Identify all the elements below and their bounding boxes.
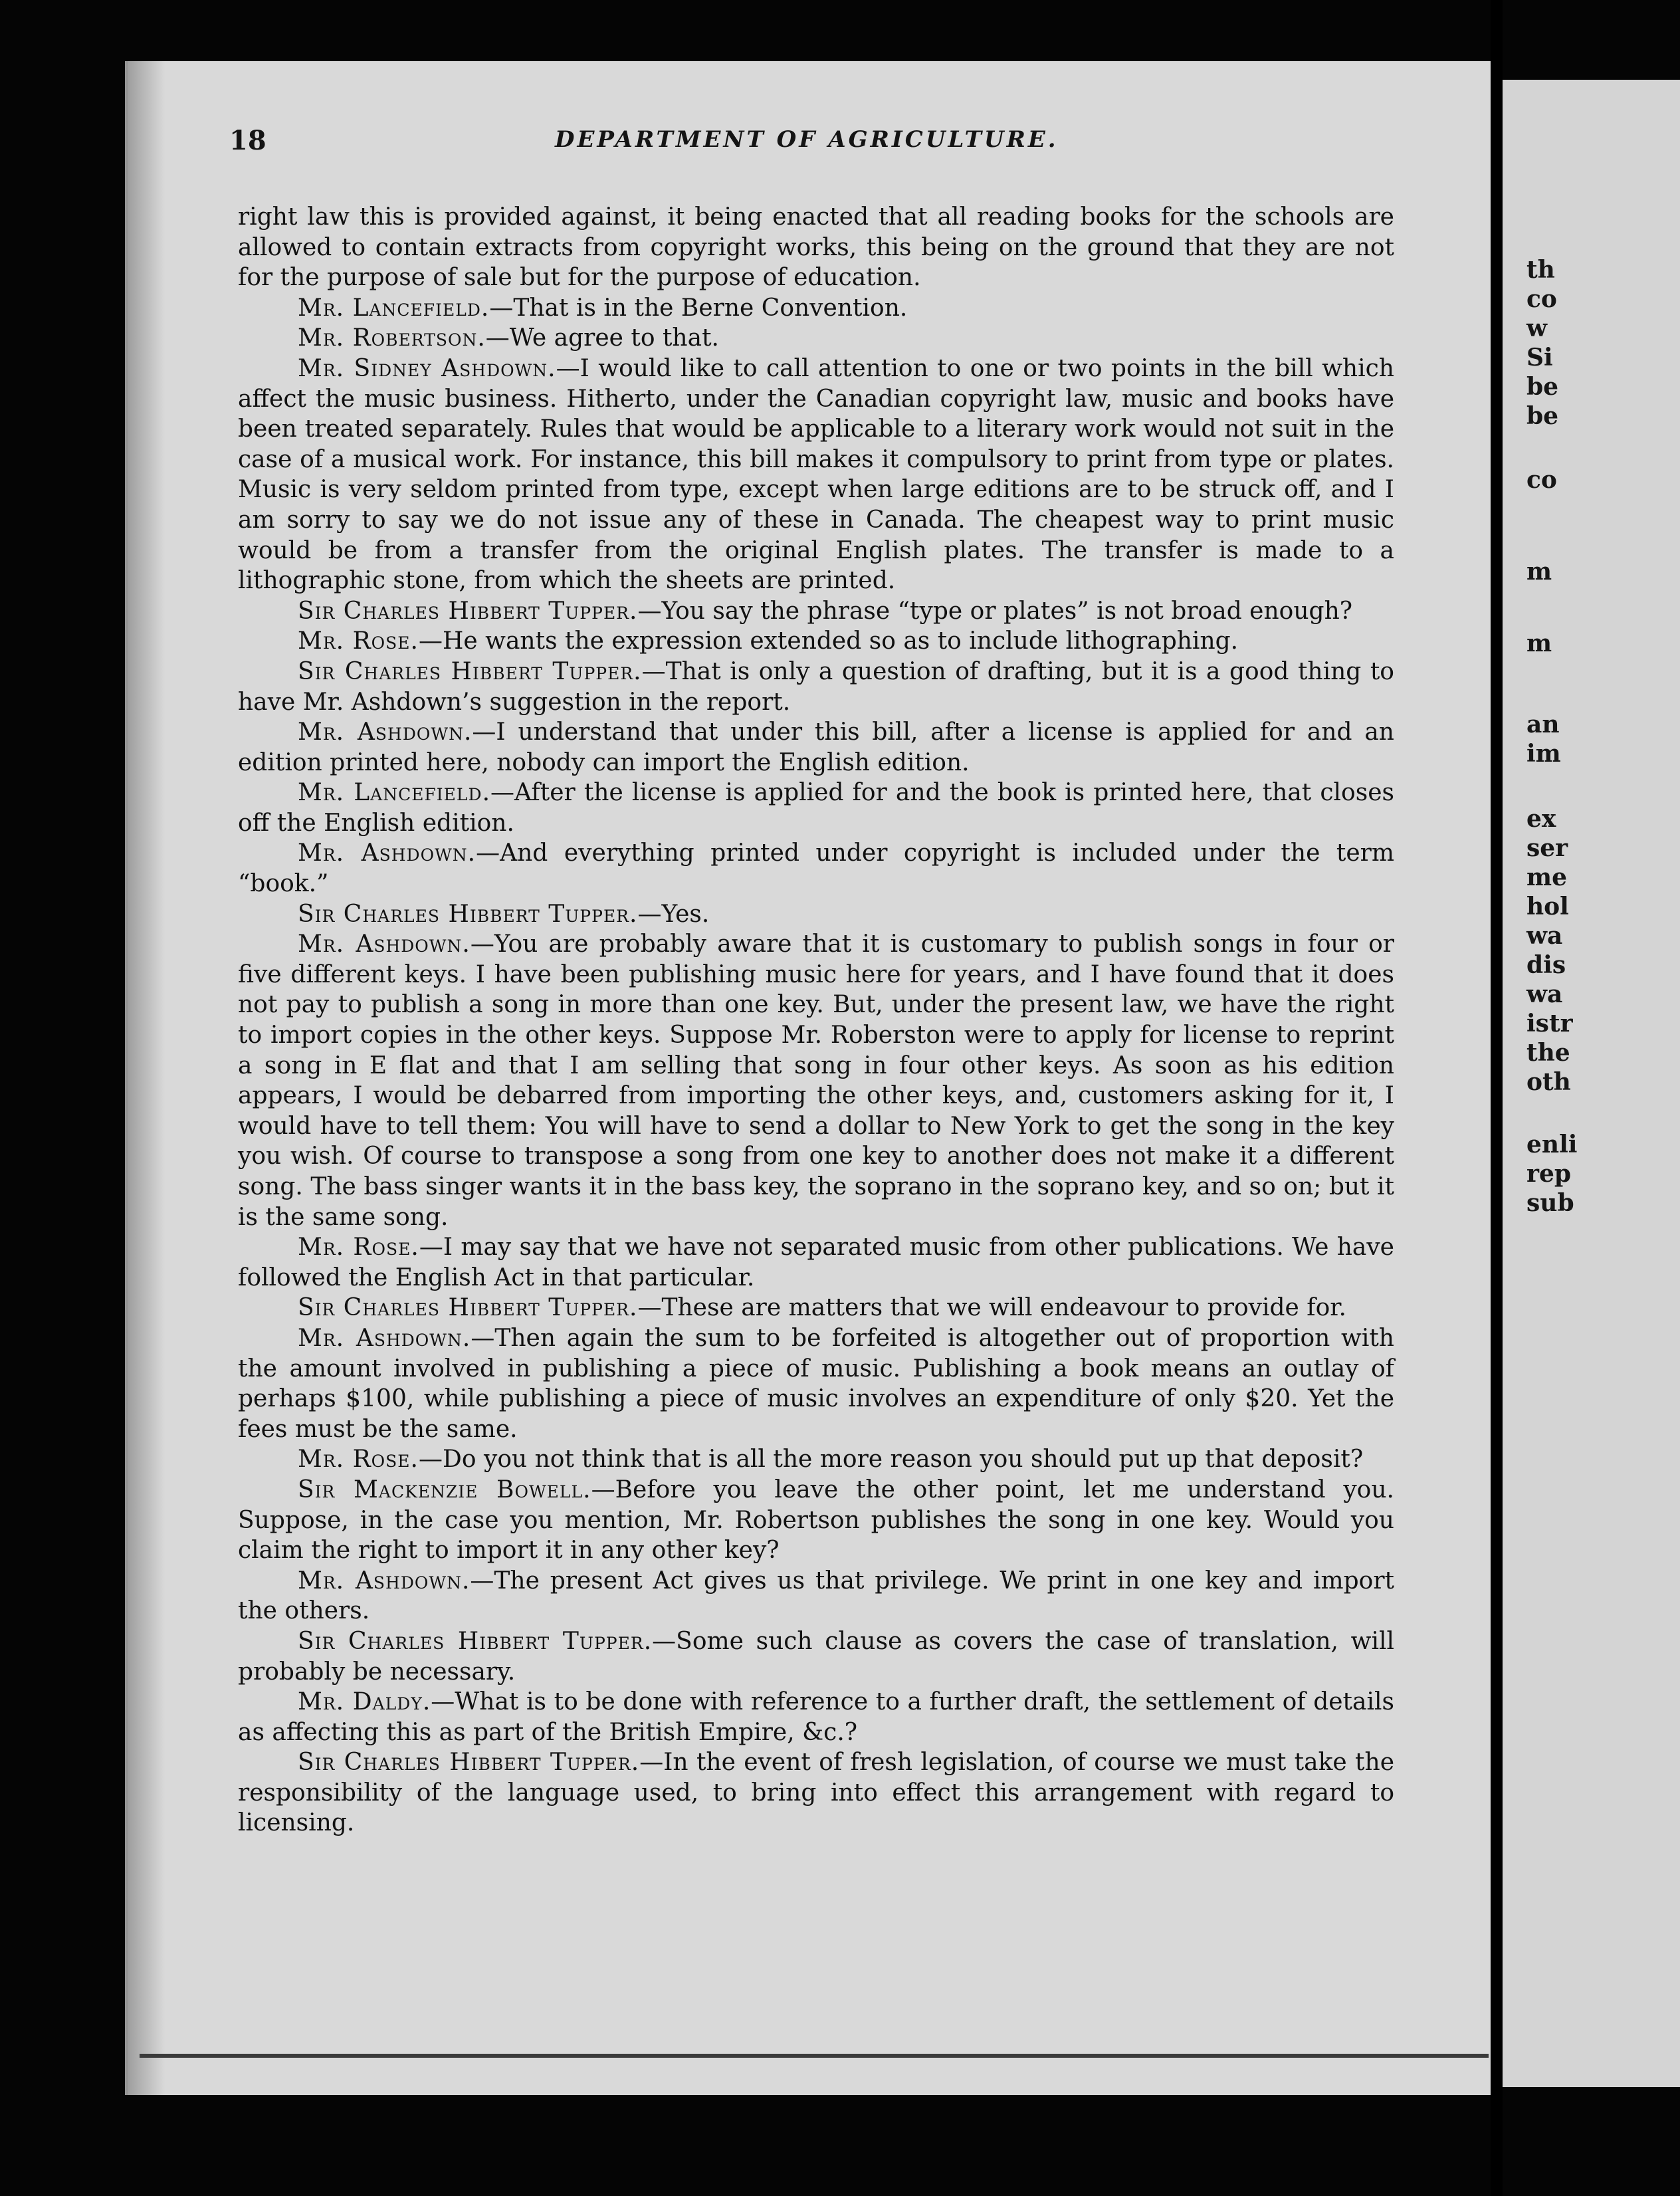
paragraph: [238, 202, 1394, 293]
speaker-name: Mr. Sidney Ashdown.: [298, 354, 556, 382]
page-bottom-edge: [140, 2054, 1489, 2058]
facing-page-fragment: th: [1526, 256, 1555, 284]
paragraph: [238, 1747, 1394, 1838]
facing-page-fragment: ex: [1526, 805, 1556, 833]
facing-page-fragment: wa: [1526, 980, 1563, 1008]
facing-page-fragment: m: [1526, 558, 1552, 586]
paragraph: [238, 1444, 1394, 1475]
speaker-name: Mr. Ashdown.: [298, 1567, 471, 1594]
speaker-name: Mr. Ashdown.: [298, 931, 471, 958]
paragraph: [238, 717, 1394, 778]
speaker-name: Sir Charles Hibbert Tupper.: [298, 900, 638, 928]
speaker-name: Mr. Rose.: [298, 627, 419, 655]
paragraph-text: —Do you not think that is all the more reason you should put up that deposit?: [419, 1446, 1364, 1474]
speaker-name: Mr. Ashdown.: [298, 718, 472, 746]
paragraph-text: —I would like to call attention to one or two points in the bill which affect the music business. Hitherto, under the Canadian copyright law, music and books have been treated separately. Rules that would be applicable to a literary work would not suit in the case of a musical work. For instance, this bill makes it compulsory to print from type or plates. Music is very seldom printed from type, except when large editions are to be struck off, and I am sorry to say we do not issue any of these in Canada. The cheapest way to print music would be from a transfer from the original English plates. The transfer is made to a lithographic stone, from which the sheets are printed.: [238, 354, 1394, 595]
paragraph-text: —I may say that we have not separated music from other publications. We have followed the English Act in that particular.: [238, 1234, 1394, 1291]
facing-page-fragment: ser: [1526, 834, 1568, 862]
speaker-name: Mr. Daldy.: [298, 1688, 431, 1716]
speaker-name: Mr. Lancefield.: [298, 294, 490, 322]
facing-page-fragment: sub: [1526, 1189, 1574, 1217]
speaker-name: Mr. Ashdown.: [298, 1324, 471, 1352]
facing-page-fragment: be: [1526, 373, 1559, 401]
facing-page-fragment: hol: [1526, 893, 1569, 921]
paragraph: [238, 354, 1394, 596]
running-title: DEPARTMENT OF AGRICULTURE.: [555, 126, 1059, 153]
paragraph: [238, 1475, 1394, 1566]
speaker-name: Mr. Robertson.: [298, 324, 486, 352]
paragraph: [238, 1323, 1394, 1444]
paragraph-text: —In the event of fresh legislation, of course we must take the responsibility of the language used, to bring into effect this arrangement with regard to licensing.: [238, 1749, 1394, 1837]
facing-page-fragment: rep: [1526, 1160, 1572, 1188]
speaker-name: Sir Charles Hibbert Tupper.: [298, 1294, 638, 1322]
paragraph: [238, 899, 1394, 930]
page-binding-shadow: [125, 61, 165, 2095]
facing-page-fragment: m: [1526, 629, 1552, 657]
paragraph-text: —What is to be done with reference to a further draft, the settlement of details as affecting this as part of the British Empire, &c.?: [238, 1688, 1394, 1746]
facing-page-fragment: an: [1526, 711, 1560, 738]
speaker-name: Mr. Rose.: [298, 1446, 419, 1474]
page-number: 18: [229, 125, 266, 156]
speaker-name: Mr. Ashdown.: [298, 839, 476, 867]
facing-page-fragment: dis: [1526, 951, 1566, 979]
facing-page-fragment: im: [1526, 740, 1561, 768]
paragraph: [238, 293, 1394, 324]
facing-page-fragment: be: [1526, 402, 1559, 430]
paragraph: [238, 657, 1394, 717]
paragraph-text: —I understand that under this bill, after a license is applied for and an edition printed here, nobody can import the English edition.: [238, 718, 1394, 776]
facing-page-fragment: istr: [1526, 1010, 1573, 1038]
paragraph-text: —The present Act gives us that privilege. We print in one key and import the others.: [238, 1567, 1394, 1625]
paragraph-text: —Before you leave the other point, let me understand you. Suppose, in the case you mention, Mr. Robertson publishes the song in one key. Would you claim the right to import it in any other key?: [238, 1476, 1394, 1565]
facing-page-fragment: wa: [1526, 922, 1563, 950]
paragraph-text: —You say the phrase “type or plates” is not broad enough?: [637, 597, 1353, 625]
paragraph-text: —We agree to that.: [485, 324, 719, 352]
speaker-name: Sir Mackenzie Bowell.: [298, 1476, 591, 1503]
facing-page-fragment: the: [1526, 1039, 1570, 1067]
paragraph-text: —These are matters that we will endeavour to provide for.: [637, 1294, 1346, 1322]
speaker-name: Mr. Rose.: [298, 1234, 419, 1262]
paragraph: [238, 1626, 1394, 1687]
facing-page-fragment: me: [1526, 863, 1567, 891]
speaker-name: Sir Charles Hibbert Tupper.: [298, 1749, 640, 1777]
paragraph-text: —That is only a question of drafting, but it is a good thing to have Mr. Ashdown’s suggestion in the report.: [238, 657, 1394, 716]
paragraph: [238, 596, 1394, 627]
speaker-name: Mr. Lancefield.: [298, 779, 491, 807]
speaker-name: Sir Charles Hibbert Tupper.: [298, 597, 638, 625]
facing-page-fragment: w: [1526, 314, 1547, 342]
paragraph: [238, 778, 1394, 838]
speaker-name: Sir Charles Hibbert Tupper.: [298, 657, 642, 685]
page-header: [229, 125, 1392, 157]
transcript-body: [238, 202, 1394, 1838]
paragraph: [238, 1687, 1394, 1747]
facing-page-fragment: Si: [1526, 344, 1553, 372]
paragraph-text: —He wants the expression extended so as to include lithographing.: [419, 627, 1239, 655]
paragraph-text: —Some such clause as covers the case of translation, will probably be necessary.: [238, 1627, 1394, 1686]
facing-page-fragment: co: [1526, 466, 1557, 494]
paragraph-text: —Then again the sum to be forfeited is altogether out of proportion with the amount involved in publishing a piece of music. Publishing a book means an outlay of perhaps $100, while publishing a piece of music involves an expenditure of only $20. Yet the fees must be the same.: [238, 1324, 1394, 1443]
paragraph: [238, 838, 1394, 899]
facing-page-fragment: co: [1526, 285, 1557, 313]
paragraph-text: —You are probably aware that it is customary to publish songs in four or five different keys. I have been publishing music here for years, and I have found that it does not pay to publish a song in more than one key. But, under the present law, we have the right to import copies in the other keys. Suppose Mr. Roberston were to apply for license to reprint a song in E flat and that I am selling that song in four other keys. As soon as his edition appears, I would be debarred from importing the other keys, and, customers asking for it, I would have to tell them: You will have to send a dollar to New York to get the song in the key you wish. Of course to transpose a song from one key to another does not make it a different song. The bass singer wants it in the bass key, the soprano in the soprano key, and so on; but it is the same song.: [238, 931, 1394, 1231]
paragraph-text: —After the license is applied for and the book is printed here, that closes off the English edition.: [238, 779, 1394, 837]
speaker-name: Sir Charles Hibbert Tupper.: [298, 1627, 653, 1655]
facing-page: [1503, 80, 1680, 2087]
paragraph-text: —That is in the Berne Convention.: [489, 294, 908, 322]
facing-page-fragment: oth: [1526, 1068, 1571, 1096]
paragraph-text: right law this is provided against, it being enacted that all reading books for the schools are allowed to contain extracts from copyright works, this being on the ground that they are not for the purpose of sale but for the purpose of education.: [238, 203, 1394, 292]
paragraph: [238, 1232, 1394, 1293]
paragraph: [238, 323, 1394, 354]
paragraph-text: —Yes.: [637, 900, 710, 928]
paragraph-text: —And everything printed under copyright is included under the term “book.”: [238, 839, 1394, 898]
paragraph: [238, 626, 1394, 657]
paragraph: [238, 929, 1394, 1232]
book-gutter: [1491, 0, 1503, 2196]
paragraph: [238, 1566, 1394, 1626]
facing-page-fragment: enli: [1526, 1131, 1578, 1158]
paragraph: [238, 1293, 1394, 1323]
